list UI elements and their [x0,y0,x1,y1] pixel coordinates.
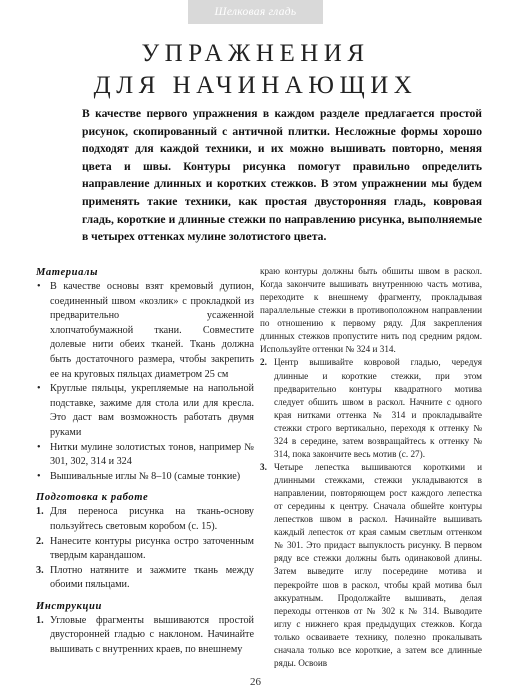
instructions-heading: Инструкции [36,600,102,612]
intro-text: В качестве первого упражнения в каждом разделе предлагается простой рисунок, скопированный с античной плитки. Несложные формы хорошо подходят для каждой техники, и их можно вышивать повторно, меняя цвета и швы. Контуры рисунка помогут правильно определить направление длинных и коротких стежков. В этом упражнении мы будем применять такие техники, как простая двусторонняя гладь, ковровая гладь, короткие и длинные стежки по направлению рисунка, выполняемые в четырех оттенках мулине золотистого цвета. [82,107,482,244]
instructions-list-cont [260,356,482,670]
instructions-list-start [36,614,254,658]
section-header-tab [188,0,323,24]
bullet-icon: • [37,441,41,453]
list-item: 3. Четыре лепестка вышиваются короткими и длинными стежками, стежки укладываются в направлении, повторяющем рост каждого лепестка от середины к центру. Сначала обшейте контуры лепестков швом в раскол. Начинайте вышивать каждый лепесток от края самым светлым оттенком № 301. Это придаст выпуклость рисунку. В первом ряду все стежки должны быть одинаковой длины. Затем выведите иглу посередине мотива и перекройте шов в раскол, чтобы край мотива был аккуратным. Продолжайте вышивать, делая переходы оттенков от № 302 к № 314. Выводите иглу с нижнего края предыдущих стежков. Когда только осваиваете технику, полезно прокалывать сначала только все короткие, а затем все длинные ряды. Освоив [260,461,482,668]
page-number: 26 [250,676,261,688]
list-item: 1. Для переноса рисунка на ткань-основу пользуйтесь световым коробом (с. 15). [36,506,254,532]
list-item: 2. Нанесите контуры рисунка остро заточенным твердым карандашом. [36,535,254,562]
instruction-1-text: Угловые фрагменты вышиваются простой двусторонней гладью с наклоном. Начинайте вышивать с внутренних краев, по внешнему [50,614,254,656]
bullet-icon: • [37,383,41,395]
section-title: Шелковая гладь [214,6,297,18]
list-item: • Нитки мулине золотистых тонов, например № 301, 302, 314 и 324 [37,441,254,468]
materials-heading: Материалы [36,267,99,278]
list-item: • Вышивальные иглы № 8–10 (самые тонкие) [36,470,254,485]
list-item: 3. Плотно натяните и зажмите ткань между обоими пяльцами. [36,564,254,591]
preparation-heading: Подготовка к работе [36,492,149,504]
instruction-1-continuation: краю контуры должны быть обшиты швом в раскол. Когда закончите вышивать внутреннюю часть мотива, переходите к внешнему фрагменту, прокладывая параллельные стежки в противоположном направлении по отношению к первому ряду. Для закрепления длинных стежков пропустите нить под средним рядом. Используйте оттенки № 324 и 314. [260,266,482,355]
bullet-icon: • [37,470,41,482]
right-column [260,265,482,670]
preparation-list [36,505,254,593]
page-title-line2: ДЛЯ НАЧИНАЮЩИХ [93,72,418,99]
list-item: 2. Центр вышивайте ковровой гладью, чередуя длинные и короткие стежки, при этом предварительно контуры квадратного мотива следует обшить швом в раскол. Начните с одного края нитками оттенка № 314 и прокладывайте стежки строго вертикально, переходя к оттенку № 324 в середине, затем возвращайтесь к оттенку № 314, пока закончите весь мотив (с. 27). [260,357,482,459]
intro-paragraph [82,105,482,246]
list-item: • Круглые пяльцы, укрепляемые на напольной подставке, зажиме для стола или для кресла. Это даст вам возможность работать двумя руками [37,383,254,438]
materials-list [36,280,254,484]
list-item: 1. Угловые фрагменты вышиваются простой двусторонней гладью с наклоном. Начинайте вышивать с внутренних краев, по внешнему [36,614,254,656]
page-title-line1: УПРАЖНЕНИЯ [141,40,370,67]
list-item: • В качестве основы взят кремовый дупион, соединенный швом «козлик» с прокладкой из предварительно усаженной хлопчатобумажной ткани. Совместите долевые нити обеих тканей. Ткань должна быть достаточного размера, чтобы закрепить ее на круговых пяльцах диаметром 25 см [37,281,254,380]
left-column [36,265,254,658]
bullet-icon: • [37,281,41,292]
